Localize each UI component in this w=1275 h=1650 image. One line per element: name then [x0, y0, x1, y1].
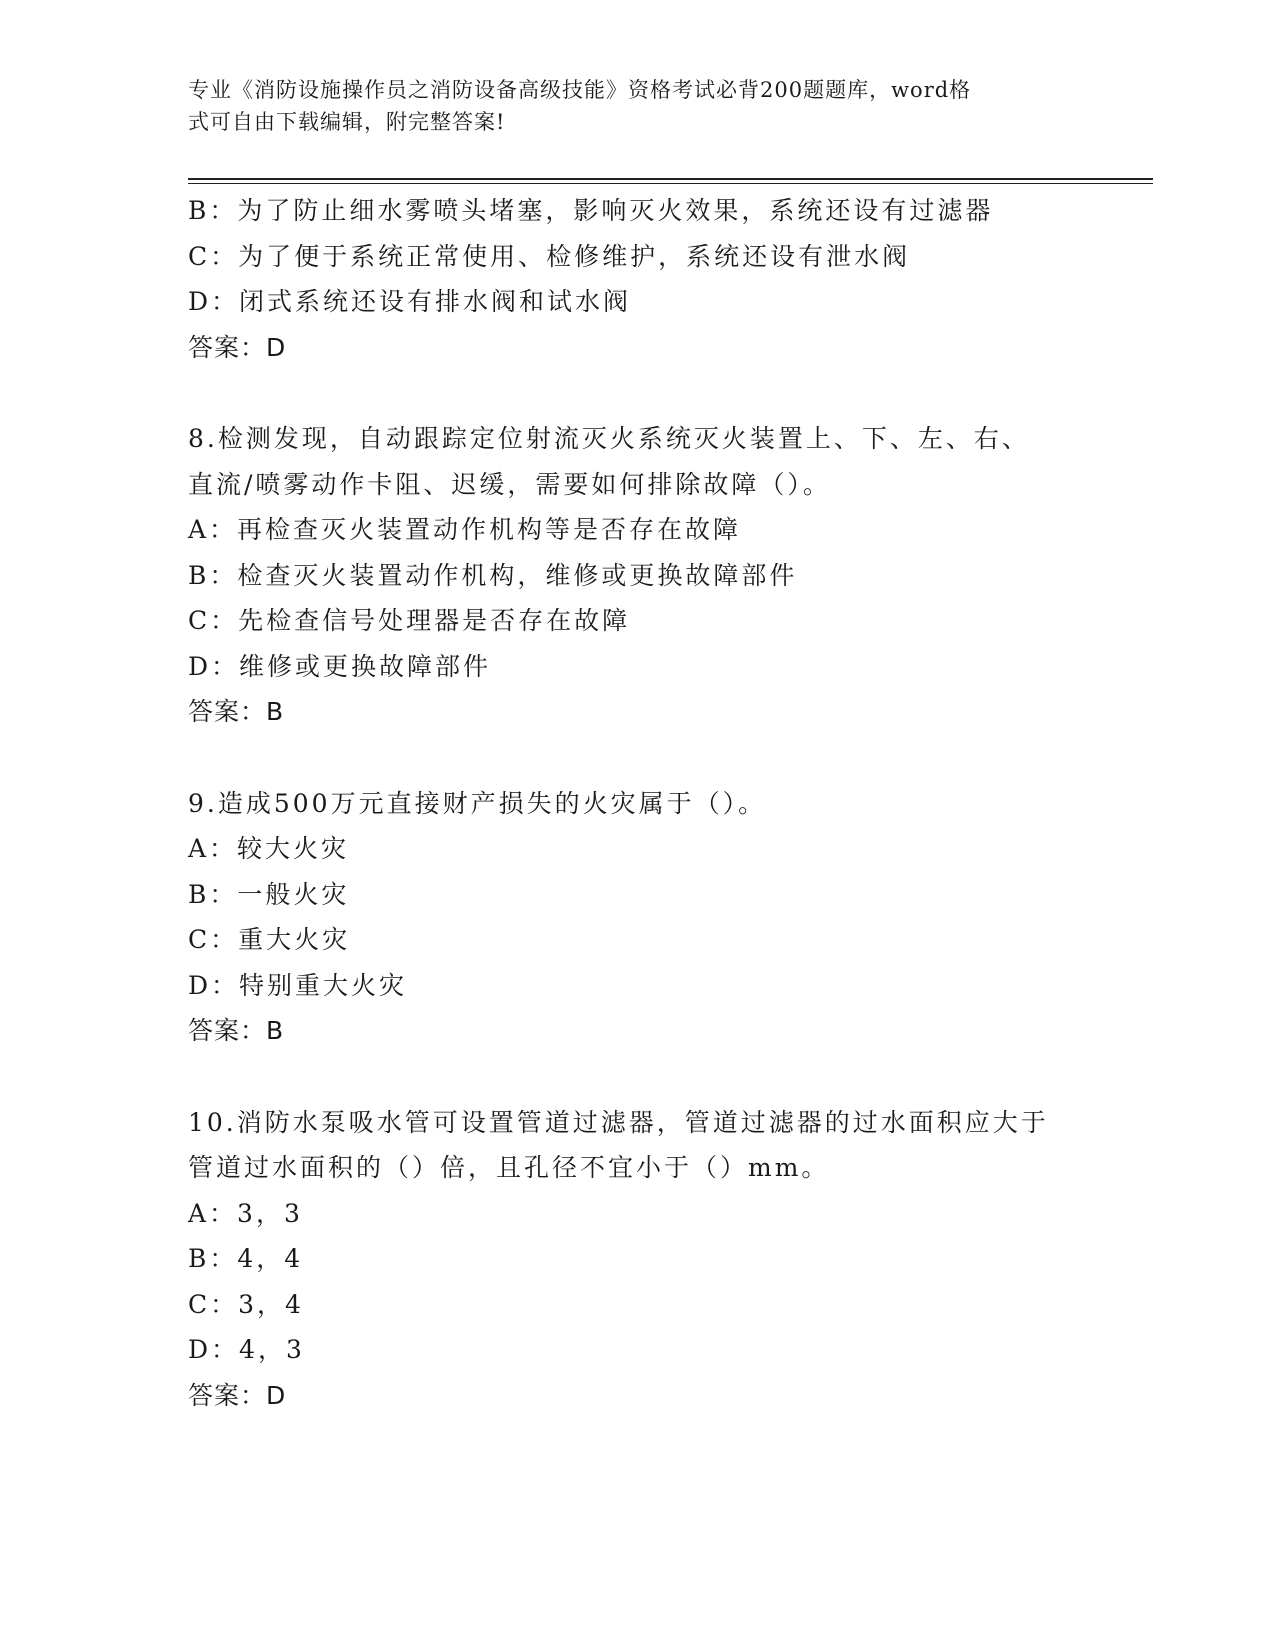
option-a: A：3，3	[188, 1198, 303, 1228]
question-stem-line: 9.造成500万元直接财产损失的火灾属于（）。	[188, 788, 767, 818]
question-stem-line: 管道过水面积的（）倍，且孔径不宜小于（）mm。	[188, 1153, 830, 1182]
option-c: C：先检查信号处理器是否存在故障	[188, 606, 631, 635]
option-b: B：一般火灾	[188, 879, 350, 909]
question-8	[188, 416, 1088, 735]
document-header	[188, 74, 1078, 138]
option-a: A：再检查灭火装置动作机构等是否存在故障	[188, 515, 742, 544]
header-line-1: 专业《消防设施操作员之消防设备高级技能》资格考试必背200题题库，word格	[188, 78, 972, 102]
option-a: A：较大火灾	[188, 834, 350, 863]
question-stem-line: 10.消防水泵吸水管可设置管道过滤器，管道过滤器的过水面积应大于	[188, 1107, 1049, 1137]
option-c: C：为了便于系统正常使用、检修维护，系统还设有泄水阀	[188, 241, 911, 271]
option-d: D：4，3	[188, 1335, 305, 1364]
answer-line: 答案：B	[188, 1016, 285, 1045]
spacer	[188, 370, 1088, 416]
answer-line: 答案：D	[188, 332, 287, 362]
option-d: D：维修或更换故障部件	[188, 651, 492, 681]
option-d: D：特别重大火灾	[188, 970, 408, 1000]
question-7-continued	[188, 188, 1088, 370]
header-rule-thin	[188, 183, 1153, 184]
question-10	[188, 1100, 1088, 1419]
answer-line: 答案：B	[188, 697, 285, 726]
option-c: C：3，4	[188, 1289, 304, 1319]
spacer	[188, 1054, 1088, 1100]
question-stem-line: 8.检测发现，自动跟踪定位射流灭火系统灭火装置上、下、左、右、	[188, 424, 1030, 453]
option-b: B：检查灭火装置动作机构，维修或更换故障部件	[188, 560, 798, 590]
question-list	[188, 188, 1088, 1418]
option-b: B：为了防止细水雾喷头堵塞，影响灭火效果，系统还设有过滤器	[188, 196, 994, 225]
option-c: C：重大火灾	[188, 925, 351, 954]
question-stem-line: 直流/喷雾动作卡阻、迟缓，需要如何排除故障（）。	[188, 469, 831, 499]
question-9	[188, 781, 1088, 1054]
header-line-2: 式可自由下载编辑，附完整答案!	[188, 110, 506, 134]
spacer	[188, 735, 1088, 781]
header-rule-thick	[188, 178, 1153, 180]
answer-line: 答案：D	[188, 1380, 287, 1410]
option-d: D：闭式系统还设有排水阀和试水阀	[188, 287, 632, 316]
option-b: B：4，4	[188, 1244, 304, 1273]
